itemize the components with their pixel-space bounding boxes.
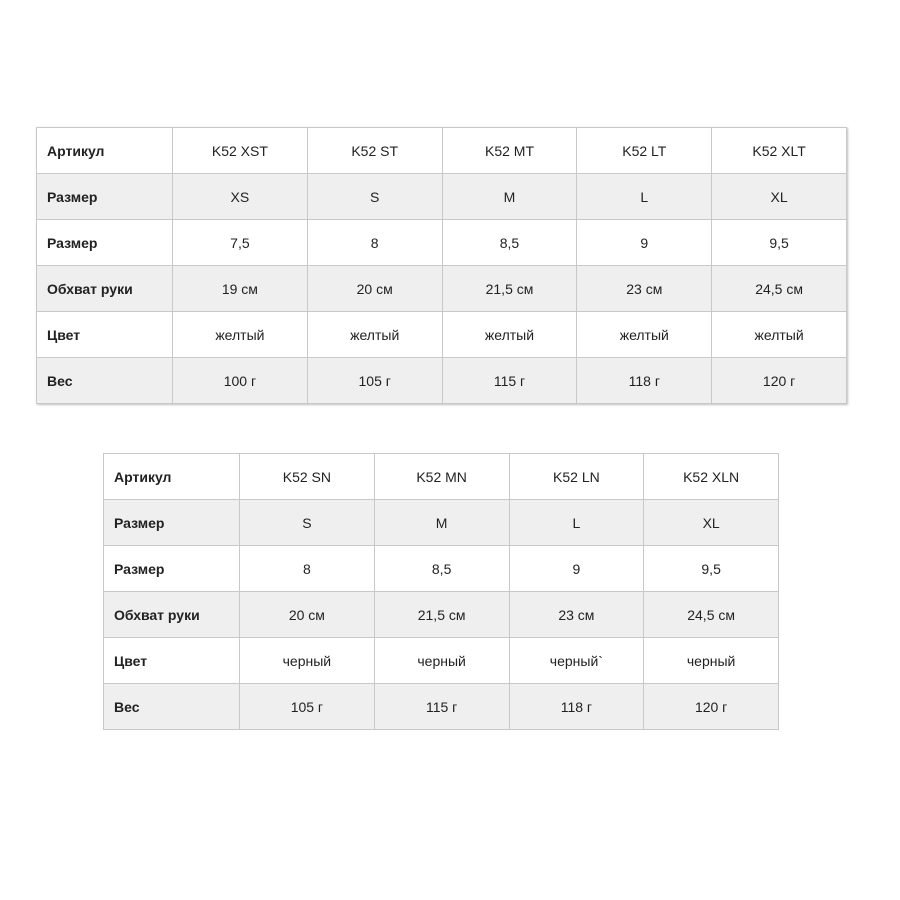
table-cell: 24,5 см xyxy=(712,266,847,312)
table-cell: 19 см xyxy=(173,266,308,312)
table-cell: L xyxy=(509,500,644,546)
table-cell: 20 см xyxy=(240,592,375,638)
table-cell: K52 XST xyxy=(173,128,308,174)
row-label: Размер xyxy=(104,500,240,546)
table-cell: 8 xyxy=(307,220,442,266)
table-cell: 8,5 xyxy=(374,546,509,592)
table-cell: 9 xyxy=(509,546,644,592)
table-cell: 105 г xyxy=(307,358,442,404)
table-cell: XS xyxy=(173,174,308,220)
table-cell: K52 LT xyxy=(577,128,712,174)
table-cell: K52 LN xyxy=(509,454,644,500)
table-row xyxy=(37,266,847,312)
table-cell: 8 xyxy=(240,546,375,592)
table-cell: K52 ST xyxy=(307,128,442,174)
row-label: Цвет xyxy=(37,312,173,358)
table-row xyxy=(37,174,847,220)
row-label: Обхват руки xyxy=(37,266,173,312)
table-cell: желтый xyxy=(307,312,442,358)
table-cell: черный xyxy=(240,638,375,684)
table-cell: 23 см xyxy=(509,592,644,638)
table-cell: 100 г xyxy=(173,358,308,404)
table-cell: 9,5 xyxy=(644,546,779,592)
table-cell: 118 г xyxy=(509,684,644,730)
table-row xyxy=(37,312,847,358)
table-cell: желтый xyxy=(577,312,712,358)
size-table-black xyxy=(103,453,779,730)
table-cell: 21,5 см xyxy=(374,592,509,638)
row-label: Цвет xyxy=(104,638,240,684)
table-cell: 20 см xyxy=(307,266,442,312)
table-cell: 23 см xyxy=(577,266,712,312)
row-label: Артикул xyxy=(104,454,240,500)
table-cell: 21,5 см xyxy=(442,266,577,312)
row-label: Размер xyxy=(37,220,173,266)
table-cell: 105 г xyxy=(240,684,375,730)
table-cell: 115 г xyxy=(374,684,509,730)
table-cell: желтый xyxy=(712,312,847,358)
row-label: Вес xyxy=(104,684,240,730)
row-label: Вес xyxy=(37,358,173,404)
table-cell: 115 г xyxy=(442,358,577,404)
table-row xyxy=(104,592,779,638)
table-cell: K52 MT xyxy=(442,128,577,174)
table-cell: 8,5 xyxy=(442,220,577,266)
table-cell: S xyxy=(240,500,375,546)
table-cell: K52 XLT xyxy=(712,128,847,174)
table-cell: 9,5 xyxy=(712,220,847,266)
table-cell: желтый xyxy=(173,312,308,358)
table-cell: черный xyxy=(644,638,779,684)
table-cell: S xyxy=(307,174,442,220)
table-cell: черный` xyxy=(509,638,644,684)
table-cell: K52 SN xyxy=(240,454,375,500)
table-row xyxy=(104,638,779,684)
row-label: Артикул xyxy=(37,128,173,174)
table-cell: K52 XLN xyxy=(644,454,779,500)
row-label: Размер xyxy=(37,174,173,220)
size-table-yellow xyxy=(36,127,847,404)
table-row xyxy=(37,358,847,404)
table-cell: 7,5 xyxy=(173,220,308,266)
table-cell: 9 xyxy=(577,220,712,266)
table-cell: M xyxy=(442,174,577,220)
row-label: Размер xyxy=(104,546,240,592)
table-cell: XL xyxy=(712,174,847,220)
table-cell: M xyxy=(374,500,509,546)
table-row xyxy=(104,500,779,546)
row-label: Обхват руки xyxy=(104,592,240,638)
table-row xyxy=(104,454,779,500)
table-cell: K52 MN xyxy=(374,454,509,500)
table-cell: желтый xyxy=(442,312,577,358)
table-cell: 24,5 см xyxy=(644,592,779,638)
table-row xyxy=(104,546,779,592)
table-cell: L xyxy=(577,174,712,220)
table-row xyxy=(37,220,847,266)
table-cell: 120 г xyxy=(644,684,779,730)
table-row xyxy=(104,684,779,730)
table-cell: черный xyxy=(374,638,509,684)
table-cell: 120 г xyxy=(712,358,847,404)
table-cell: 118 г xyxy=(577,358,712,404)
table-cell: XL xyxy=(644,500,779,546)
table-row xyxy=(37,128,847,174)
